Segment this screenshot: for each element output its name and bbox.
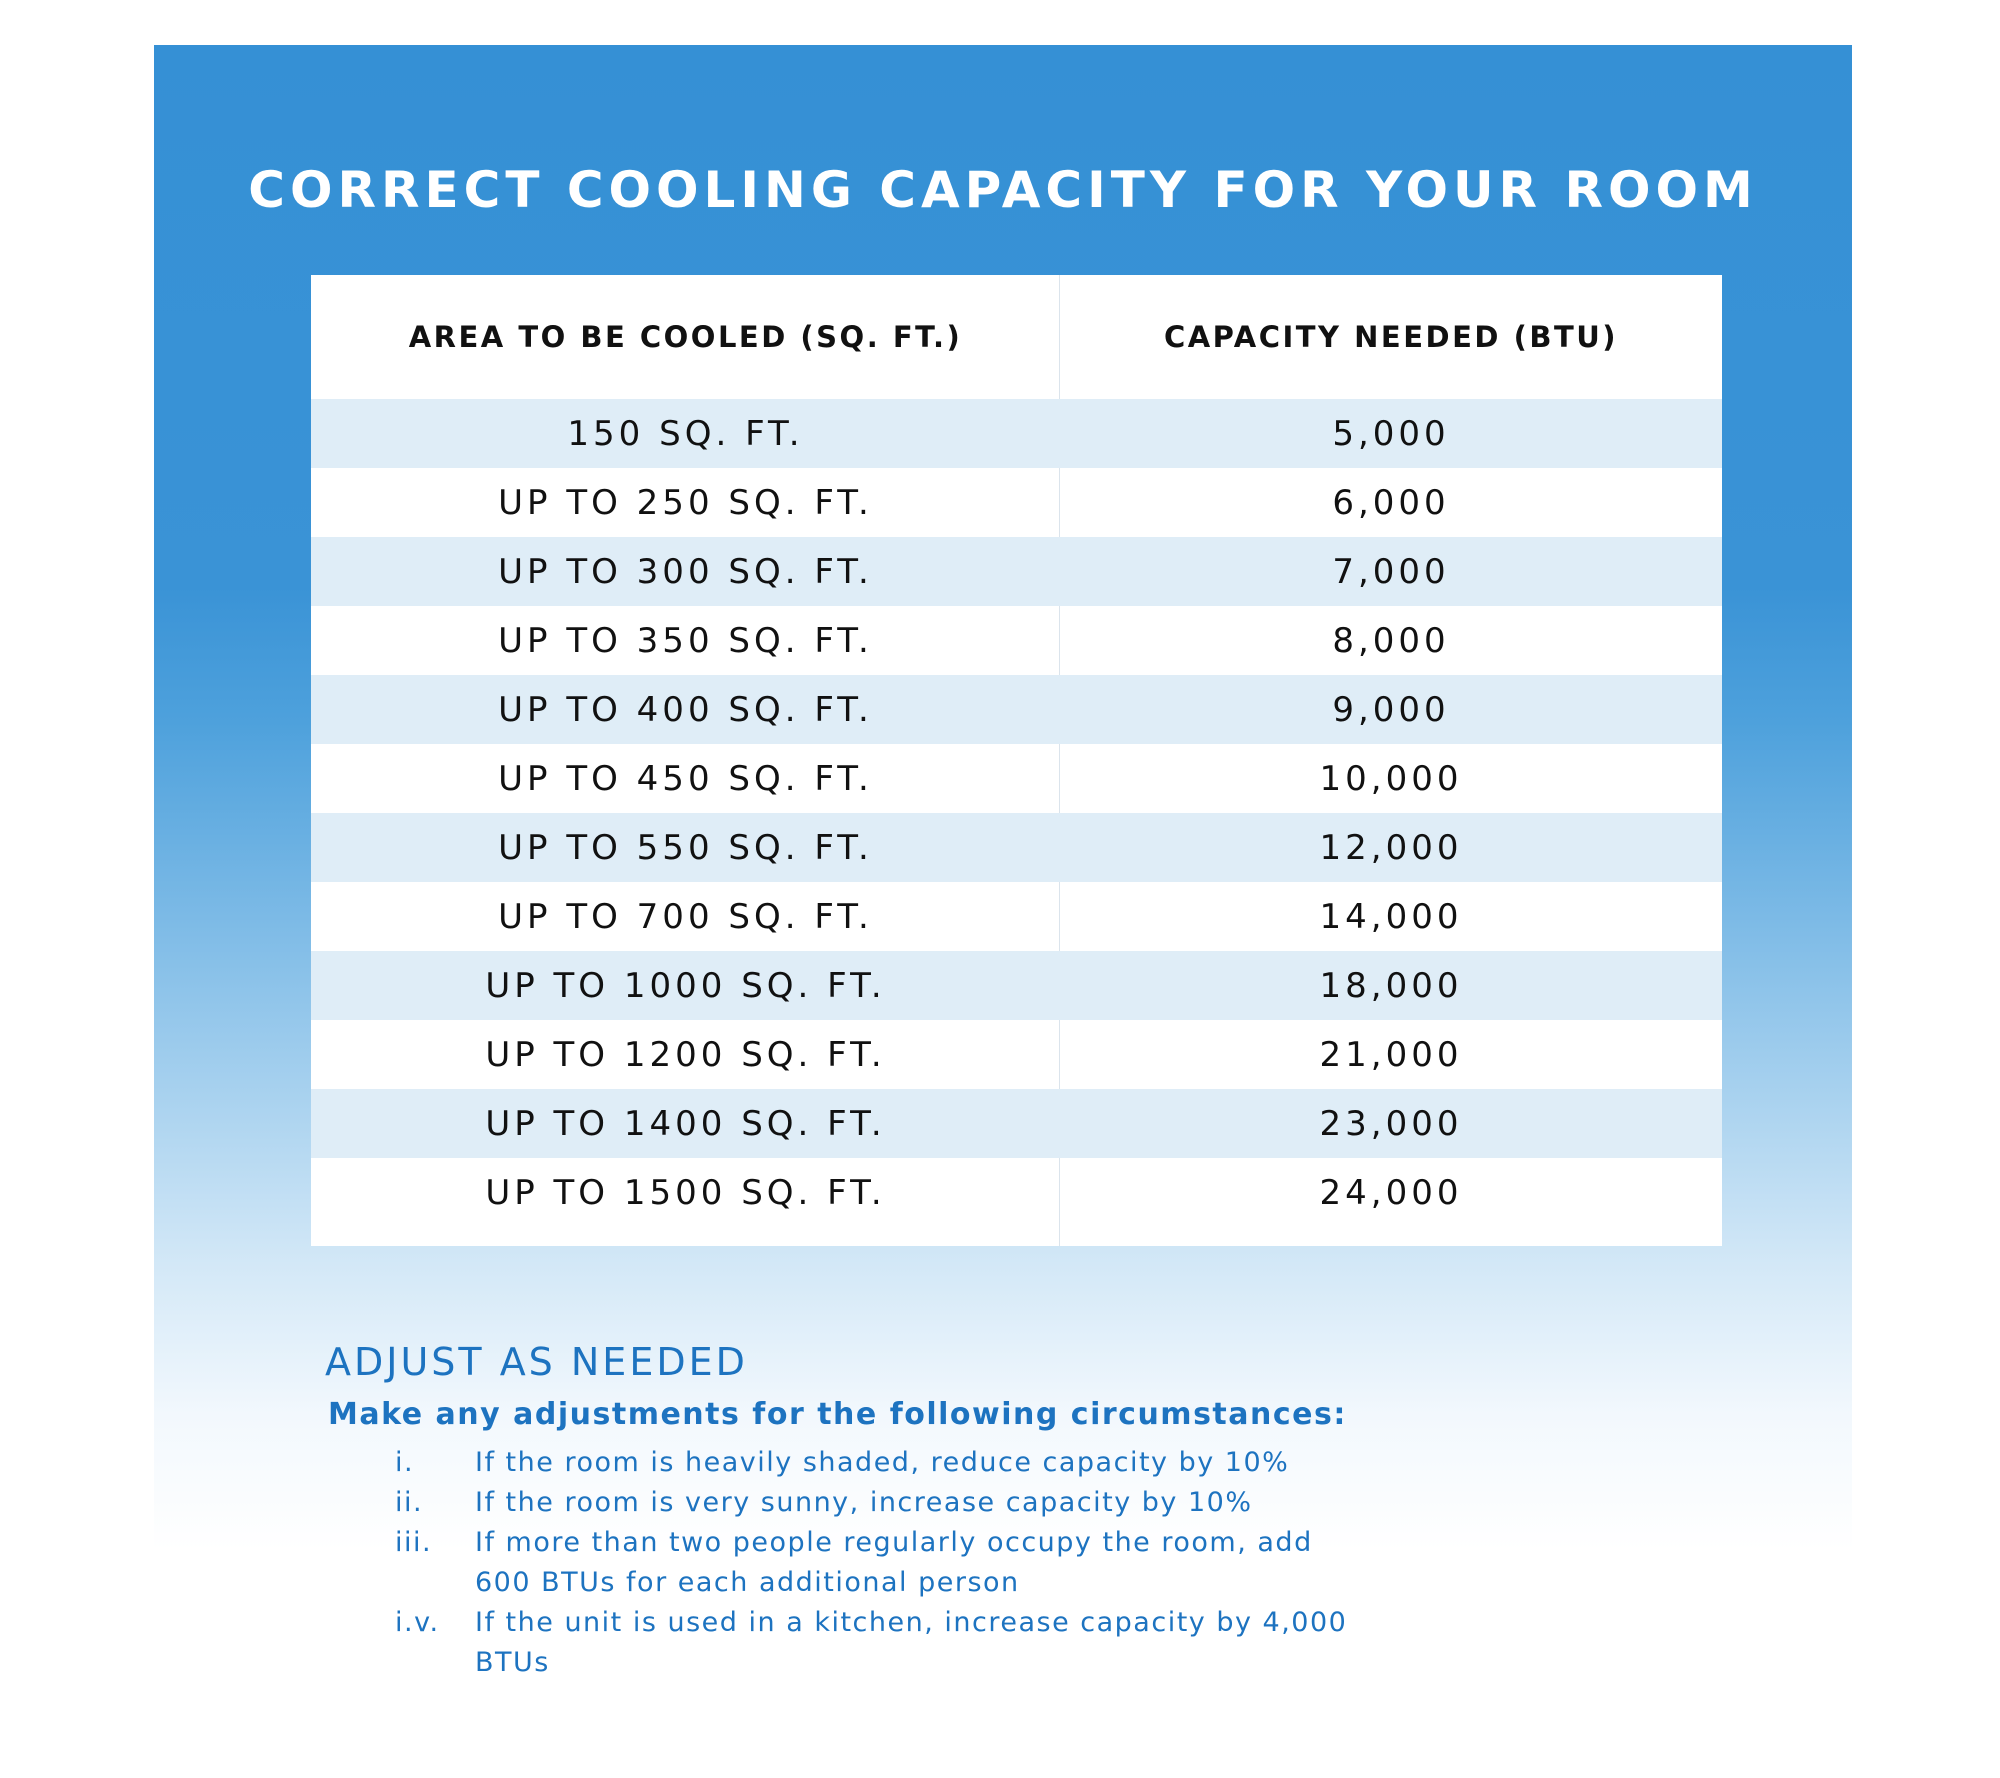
capacity-cell: 5,000	[1332, 413, 1450, 454]
area-cell: UP TO 400 SQ. FT.	[498, 689, 873, 730]
list-item	[325, 1483, 1375, 1523]
capacity-cell: 7,000	[1332, 551, 1450, 592]
table-row	[311, 675, 1722, 744]
capacity-cell: 6,000	[1332, 482, 1450, 523]
area-cell: UP TO 1200 SQ. FT.	[485, 1034, 886, 1075]
list-item-text: If the room is heavily shaded, reduce capacity by 10%	[475, 1447, 1290, 1478]
adjust-section	[325, 1335, 1375, 1683]
capacity-cell: 18,000	[1319, 965, 1463, 1006]
adjust-intro: Make any adjustments for the following circumstances:	[328, 1397, 1347, 1432]
table-row	[311, 1089, 1722, 1158]
table-row	[311, 399, 1722, 468]
area-cell: UP TO 700 SQ. FT.	[498, 896, 873, 937]
capacity-cell: 21,000	[1319, 1034, 1463, 1075]
list-marker: ii.	[395, 1487, 424, 1518]
table-row	[311, 813, 1722, 882]
table-row	[311, 744, 1722, 813]
capacity-cell: 24,000	[1319, 1172, 1463, 1213]
capacity-cell: 9,000	[1332, 689, 1450, 730]
list-item-text: If more than two people regularly occupy the room, add 600 BTUs for each additional person	[475, 1527, 1313, 1598]
area-cell: UP TO 1000 SQ. FT.	[485, 965, 886, 1006]
page-title: CORRECT COOLING CAPACITY FOR YOUR ROOM	[248, 161, 1758, 219]
table-row	[311, 606, 1722, 675]
capacity-cell: 23,000	[1319, 1103, 1463, 1144]
area-cell: UP TO 300 SQ. FT.	[498, 551, 873, 592]
table-row	[311, 537, 1722, 606]
list-item	[325, 1603, 1375, 1683]
list-item	[325, 1523, 1375, 1603]
list-item	[325, 1443, 1375, 1483]
list-marker: iii.	[395, 1527, 433, 1558]
capacity-cell: 12,000	[1319, 827, 1463, 868]
capacity-cell: 14,000	[1319, 896, 1463, 937]
list-item-text: If the room is very sunny, increase capacity by 10%	[475, 1487, 1253, 1518]
table-body	[311, 399, 1722, 1227]
adjust-heading: ADJUST AS NEEDED	[325, 1340, 748, 1384]
list-item-text: If the unit is used in a kitchen, increase capacity by 4,000 BTUs	[475, 1607, 1348, 1678]
area-cell: UP TO 1400 SQ. FT.	[485, 1103, 886, 1144]
table-row	[311, 468, 1722, 537]
area-cell: UP TO 450 SQ. FT.	[498, 758, 873, 799]
area-cell: UP TO 1500 SQ. FT.	[485, 1172, 886, 1213]
table-row	[311, 1158, 1722, 1227]
list-marker: i.	[395, 1447, 415, 1478]
capacity-cell: 8,000	[1332, 620, 1450, 661]
area-cell: UP TO 550 SQ. FT.	[498, 827, 873, 868]
area-column-header: AREA TO BE COOLED (SQ. FT.)	[408, 320, 963, 354]
adjustment-list	[325, 1443, 1375, 1683]
area-cell: UP TO 350 SQ. FT.	[498, 620, 873, 661]
area-cell: 150 SQ. FT.	[567, 413, 804, 454]
cooling-capacity-table	[311, 275, 1722, 1246]
area-cell: UP TO 250 SQ. FT.	[498, 482, 873, 523]
table-row	[311, 1020, 1722, 1089]
table-header-row	[311, 275, 1722, 399]
list-marker: i.v.	[395, 1607, 440, 1638]
capacity-column-header: CAPACITY NEEDED (BTU)	[1163, 320, 1619, 354]
table-row	[311, 882, 1722, 951]
capacity-cell: 10,000	[1319, 758, 1463, 799]
table-row	[311, 951, 1722, 1020]
